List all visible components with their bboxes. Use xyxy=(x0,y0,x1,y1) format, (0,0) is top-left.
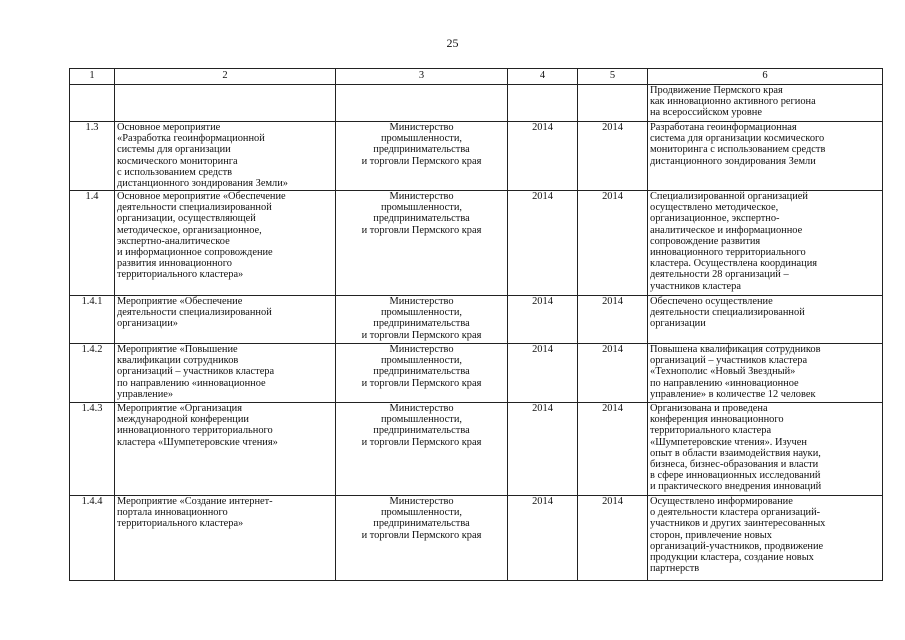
page-number: 25 xyxy=(446,36,459,50)
activity-cell: Мероприятие «Обеспечение деятельности специализированной организации» xyxy=(115,296,336,344)
table-row xyxy=(70,122,883,191)
result-cell: Продвижение Пермского края как инновационно активного региона на всероссийском уровне xyxy=(648,85,883,122)
activity-cell xyxy=(115,85,336,122)
end-year-cell: 2014 xyxy=(578,496,648,581)
start-year-cell: 2014 xyxy=(508,496,578,581)
executor-cell: Министерство промышленности, предпринимательства и торговли Пермского края xyxy=(336,344,508,403)
executor-cell: Министерство промышленности, предпринимательства и торговли Пермского края xyxy=(336,496,508,581)
row-number-cell: 1.4.1 xyxy=(70,296,115,344)
table-row xyxy=(70,296,883,344)
result-cell: Специализированной организацией осуществлено методическое, организационное, экспертно- аналитическое и информационное сопровождение развития инновационного территориального кластера. Осуществлена координация деятельности 28 организаций – участников кластера xyxy=(648,191,883,296)
activity-cell: Основное мероприятие «Разработка геоинформационной системы для организации космического мониторинга с использованием средств дистанционного зондирования Земли» xyxy=(115,122,336,191)
executor-cell: Министерство промышленности, предпринимательства и торговли Пермского края xyxy=(336,403,508,496)
result-cell: Организована и проведена конференция инновационного территориального кластера «Шумпетеровские чтения». Изучен опыт в области взаимодействия науки, бизнеса, бизнес-образования и власти в сфере инновационных исследований и практического внедрения инноваций xyxy=(648,403,883,496)
end-year-cell: 2014 xyxy=(578,403,648,496)
table-row xyxy=(70,496,883,581)
column-header: 3 xyxy=(336,69,508,85)
activity-cell: Мероприятие «Повышение квалификации сотрудников организаций – участников кластера по направлению «инновационное управление» xyxy=(115,344,336,403)
column-header: 2 xyxy=(115,69,336,85)
end-year-cell: 2014 xyxy=(578,122,648,191)
result-cell: Осуществлено информирование о деятельности кластера организаций- участников и других заинтересованных сторон, привлечение новых организаций-участников, продвижение продукции кластера, создание новых партнерств xyxy=(648,496,883,581)
start-year-cell: 2014 xyxy=(508,191,578,296)
end-year-cell: 2014 xyxy=(578,191,648,296)
activity-cell: Мероприятие «Создание интернет- портала инновационного территориального кластера» xyxy=(115,496,336,581)
executor-cell: Министерство промышленности, предпринимательства и торговли Пермского края xyxy=(336,191,508,296)
activity-cell: Мероприятие «Организация международной конференции инновационного территориального кластера «Шумпетеровские чтения» xyxy=(115,403,336,496)
start-year-cell: 2014 xyxy=(508,344,578,403)
row-number-cell xyxy=(70,85,115,122)
start-year-cell: 2014 xyxy=(508,403,578,496)
table-row xyxy=(70,403,883,496)
column-header: 1 xyxy=(70,69,115,85)
row-number-cell: 1.3 xyxy=(70,122,115,191)
end-year-cell: 2014 xyxy=(578,296,648,344)
result-cell: Обеспечено осуществление деятельности специализированной организации xyxy=(648,296,883,344)
end-year-cell xyxy=(578,85,648,122)
activities-table xyxy=(69,68,883,581)
executor-cell: Министерство промышленности, предпринимательства и торговли Пермского края xyxy=(336,296,508,344)
table-row xyxy=(70,191,883,296)
column-header: 6 xyxy=(648,69,883,85)
start-year-cell xyxy=(508,85,578,122)
column-header: 4 xyxy=(508,69,578,85)
row-number-cell: 1.4.2 xyxy=(70,344,115,403)
executor-cell xyxy=(336,85,508,122)
column-header: 5 xyxy=(578,69,648,85)
result-cell: Повышена квалификация сотрудников организаций – участников кластера «Технополис «Новый Звездный» по направлению «инновационное управление» в количестве 12 человек xyxy=(648,344,883,403)
start-year-cell: 2014 xyxy=(508,296,578,344)
table-row xyxy=(70,344,883,403)
row-number-cell: 1.4 xyxy=(70,191,115,296)
end-year-cell: 2014 xyxy=(578,344,648,403)
activity-cell: Основное мероприятие «Обеспечение деятельности специализированной организации, осуществляющей методическое, организационное, экспертно-аналитическое и информационное сопровождение развития инновационного территориального кластера» xyxy=(115,191,336,296)
result-cell: Разработана геоинформационная система для организации космического мониторинга с использованием средств дистанционного зондирования Земли xyxy=(648,122,883,191)
table-header-row xyxy=(70,69,883,85)
row-number-cell: 1.4.4 xyxy=(70,496,115,581)
start-year-cell: 2014 xyxy=(508,122,578,191)
executor-cell: Министерство промышленности, предпринимательства и торговли Пермского края xyxy=(336,122,508,191)
row-number-cell: 1.4.3 xyxy=(70,403,115,496)
table-row xyxy=(70,85,883,122)
